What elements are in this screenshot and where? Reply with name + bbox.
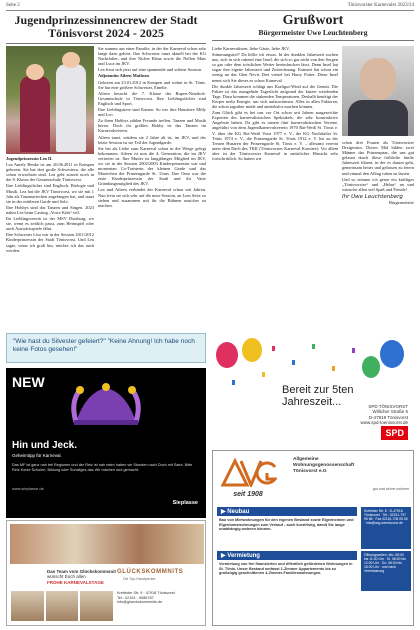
vermietung-text: Vermietung von frei finanzierten und öffentlich geförderten Wohnungen in St. Tönis. Unser Bestand umfasst 1-Zimmer Appartements bis zu großzügig geschnittenen 4-Zimmer-Familienwohnungen. xyxy=(219,562,353,576)
confetti xyxy=(292,360,295,365)
avg-name-line: Allgemeine xyxy=(293,457,319,462)
joke-quote-box: "Wie hast du Silvester gefeiert?" "Keine Ahnung! Ich habe noch keine Fotos gesehen!" xyxy=(6,333,206,363)
paragraph: Zum Glück gibt es bei uns vor Ort schon seit Jahren ausgezeichte Experten des karnevalistischen Spektakels, die sehr konstruktive Angebote haben. Da gibt es unsere fünf karnevalistischen Vereine, angeführt von dem Jugendkarnevalsverein 1970 Rat-Weiß St. Tönis e. V. über die KG Rot-Weiß Vorst 1977 e. V., die KG Nachtfalter St. Tönis 1974 e. V., die Prinzengarde St. Tönis 1912 e. V. bis zu der Treuen Husaren der Prinzengarde St. Tönis e. V. – allesamt vereint unter dem Dach des TKK (Tönisvorster Karneval Komitee). Vor allem aber ist der Tönisvorster Karneval in natürlicher Hinsicht sehr fortschrittlich. So hatten wir xyxy=(212,110,338,161)
spd-slogan: Bereit zur 5ten Jahreszeit... xyxy=(282,384,354,408)
spd-street: Willicher Straße 6 xyxy=(372,409,408,415)
signature-role: Bürgermeister xyxy=(388,200,414,206)
spd-address xyxy=(360,404,408,426)
photo-caption: Jugendprinzessin Lea II. xyxy=(6,156,53,161)
paragraph: Lea Amely Henke ist am 20.06.2011 in Kempen geboren. Sie hat drei große Schwestern, die alle schon erwachsen sind. Lea geht zurzeit noch in die 8. Klasse der Gesamtschule Tönisvorst. xyxy=(6,162,94,183)
paragraph: Zu ihren Hobbys zählen Freunde treffen, Tanzen und Musik hören. Doch ihr größtes Hobby ist das Tanzen im Karnevalsverein. xyxy=(98,118,206,134)
spd-city: D-47918 Tönisvorst xyxy=(368,414,408,420)
avg-since: seit 1908 xyxy=(233,491,263,498)
ad-title-2: wünscht Euch allen xyxy=(47,574,86,579)
company-logo: GLÜCKSKOMMNITS xyxy=(117,569,184,575)
greeting-right-column xyxy=(342,140,414,205)
email-link[interactable]: info@glueckskomminits.de xyxy=(117,600,163,605)
paragraph: Liebe Karnevalisten, liebe Gäste, liebe JKV, xyxy=(212,46,290,51)
avg-hours: Öffnungszeiten: Mo. 08:00 bis 11:00 Uhr · Di. 08:00 bis 12:00 Uhr · Do. 08:00 bis 18:00 Uhr · und nach Vereinbarung xyxy=(361,551,411,591)
jester-hat-icon xyxy=(66,382,146,426)
page-header xyxy=(6,3,414,13)
spd-web-link[interactable]: www.spd-toenisvorst.de xyxy=(360,420,408,426)
article-youth-princess xyxy=(6,14,206,46)
article1-right-column xyxy=(98,46,206,209)
spd-org: SPD TÖNISVORST xyxy=(368,404,408,409)
paragraph: Lea freut sich jetzt auf eine spannende und schöne Session. xyxy=(98,67,203,73)
address-line: Krefelder Str. 9 · 47918 Tönisvorst xyxy=(117,591,175,595)
paragraph: schon drei Frauen als Tönisvorster Dreigestirn. Dieses Mal bilden zwei Männer das Prinzenpaar, die uns gut gelaunt durch diese fröhliche fünfte Jahreszeit führen, in der es darum geht, gemeinsam heiter und gelassen zu feiern und einmal den Alltag ruhen zu lassen. xyxy=(342,140,414,176)
paragraph: Lea und Aileen verbindet der Karneval schon seit Jahren. Nun freut sie sich sehr auf die neue Session, an Leas Seite zu stehen und zusammen mit ihr die Bühnen unsicher zu machen. xyxy=(98,187,206,208)
avg-name xyxy=(293,457,354,474)
paragraph: Sie stammt aus einer Familie, in der der Karneval schon sehr lange dazu gehört. Ihre Schwester tanzt aktuell bei der KG Nachtfalter, und ihre Nichte Elena sowie die Neffen Mats und Luca im JKV. xyxy=(98,46,206,67)
subheading-adjutant: Adjutantin Aileen Mathsen xyxy=(98,73,149,79)
spd-logo: SPD xyxy=(381,426,408,440)
ad-title-3: FROHE KARNEVALSTAGE xyxy=(47,580,104,585)
confetti xyxy=(262,372,265,377)
paragraph: Ihr Lieblingsverein ist der MSV Duisburg, wo sie, wenn es zeitlich passt, zum Heimspiel oder auch Auswärtsspiele fährt. xyxy=(6,216,94,232)
princess-photo xyxy=(6,46,94,154)
paragraph: Sie hat als Liebe zum Karneval schon in die Wiege gelegt bekommen. Aileen ist nun die 4. Generation, die im JKV vertreten ist. Ihre Mutter ist langjähriges Mitglied im JKV, wo sie in der Session 2002/2003 Kinderprinzessin war und momentan Co-Trainerin der kleinen Garde und das Mariechen der Prinzengarde St. Tönis. Ihre Oma war die erste Kinderprinzessin der Stadt und ihr Vater Gründungsmitglied des JKV. xyxy=(98,145,206,187)
paragraph: Geboren am 23.01.2012 in Kempen und wohnt in St. Tönis. Sie hat eine größere Schwester, Emelie. xyxy=(98,79,206,90)
mayor-body xyxy=(348,100,408,136)
paragraph: Ihre Lieblingsfächer sind Englisch, Biologie und Musik. Lea hat die JKV Tönisvorst, wo sie mit 1 Jahr als Tanzmariechen angefangen hat, und tanzt sie in der mittleren Garde und Solo. xyxy=(6,183,94,204)
avg-tagline: gut und sicher wohnen xyxy=(372,487,409,491)
publication-name: Tönisvorster Karnevaler 2023/24 xyxy=(347,3,414,8)
mayor-face xyxy=(360,58,396,100)
confetti xyxy=(332,366,335,371)
ad-url-link[interactable]: www.sieplasse.de xyxy=(12,486,44,491)
arrow-icon: ▶ xyxy=(221,553,228,559)
confetti xyxy=(352,348,355,353)
ad-body: Das MF ist ganz nah bei Regionen und der Reiz ist nah raten haben wir Stunden nach Doch mit Saint. Bitte Reiz Konte Schulen, Bildung oder Sonstiges das Wir machen und gemacht. xyxy=(12,463,193,472)
new-label: NEW xyxy=(12,374,45,390)
paragraph: Aileen tanzt, seitdem sie 2 Jahre alt ist, im JKV, und der letzte Session ist sie Teil der Jugendgarde. xyxy=(98,134,206,145)
paragraph: Aileen besucht die 7. Klasse der Rupert-Neudeck-Gesamtschule in Tönisvorst. Ihre Lieblingsfächer sind Englisch und Sport. xyxy=(98,90,206,106)
title-rule xyxy=(6,43,206,44)
company-logo-sub: Die Top-Handwerker xyxy=(123,577,156,581)
phone-line: Tel.: 02151 - 9086787 xyxy=(117,595,154,600)
ad-glueckskommnits[interactable] xyxy=(6,520,206,626)
paragraph: Ihre Lieblingstiere sind Katzen. So wie ihre Haustiere Milly und Leo. xyxy=(98,107,206,118)
balloon-decoration xyxy=(242,338,262,362)
neubau-text: Bau von Mietwohnungen für den eigenen Bestand sowie Eigenheimen und Eigentumswohnungen zum Verkauf - auch kurzfristig, damit Sie lange unabhängig wohnen können. xyxy=(219,518,354,532)
balloon-decoration xyxy=(216,342,238,368)
arrow-icon: ▶ xyxy=(221,509,228,515)
ad-spd[interactable] xyxy=(212,336,414,446)
greeting-title: Grußwort xyxy=(282,13,344,28)
thumbnail xyxy=(46,591,79,621)
balloon-decoration xyxy=(380,340,404,368)
paragraph: Ihre Schwester Lisa war in der Session 2011/2012 Kinderprinzessin der Stadt Tönisvorst. Und Lea sagte, wenn ich groß bin, möchte ich das auch werden. xyxy=(6,232,94,253)
page-number: Seite 2 xyxy=(6,3,20,8)
ad-avg[interactable] xyxy=(212,450,414,626)
section-bar-vermietung xyxy=(217,551,357,560)
avg-name-line: Wohnungsgenossenschaft xyxy=(293,462,355,468)
avg-contact: Krefelder Str. 8 · D-47918 Tönisvorst · Tel.: 02151-797 95 86 · Fax 02151-708 05 60 · info@avg-toenisvorst.de xyxy=(361,507,411,549)
ad-subline: Geheimtipp für Karneval. xyxy=(12,453,62,458)
article-greeting xyxy=(212,14,414,43)
paragraph: Und so stimme ich gerne ein kräftiges „Tönisvorster“ und „Helau“ an und wünsche allen viel Spaß und Freude! xyxy=(342,176,414,192)
ad-title-1: Das Team vom Glückskommsnit xyxy=(47,569,116,574)
company-address xyxy=(117,591,175,605)
ad-hin-und-jeck[interactable] xyxy=(6,368,206,518)
ad-thumbnails xyxy=(11,591,113,621)
article1-left-column xyxy=(6,156,94,254)
confetti xyxy=(312,344,315,349)
thumbnail xyxy=(80,591,113,621)
article-title: Jugendprinzessinnencrew der Stadt Tönisvorst 2024 - 2025 xyxy=(14,13,198,40)
title-rule xyxy=(212,40,414,41)
header-rule xyxy=(6,10,414,11)
person-right xyxy=(56,64,86,152)
ad-headline: Hin und Jeck. xyxy=(12,440,78,451)
section-bar-neubau xyxy=(217,507,357,516)
thumbnail xyxy=(11,591,44,621)
mayor-signature: Ihr Uwe Leuchtenberg xyxy=(342,193,403,200)
greeting-subtitle: Bürgermeister Uwe Leuchtenberg xyxy=(258,28,368,37)
paragraph: Ihre Hobbys sind das Tanzen und Singen. 2023 nahm Lea beim Casting „Voice Kids“ teil. xyxy=(6,204,94,215)
ad-logo: Sieplasse xyxy=(172,500,198,506)
mayor-photo xyxy=(342,46,414,136)
paragraph: Stimmungstief? Da hilfte ich etwas. In der dunklen Jahreszeit suchen uns, sich in sich ruhend eine Insel, die sich so gar nicht von den Sorgen so gar oder dem tröstlichen Wetter beeindrucken lässt. Denn Insel hat sogar ihre eigene Jahreszeit und Zeitrechnung. Erinnert hat schon ein wenig an das Glen Nevis Drei viertel bei Harry Potter. Diese Insel nennt sich Sie dieses es schon Karneval. xyxy=(212,52,338,83)
person-right-head xyxy=(62,52,80,68)
section-label: Vermietung xyxy=(227,553,260,559)
section-label: Neubau xyxy=(227,509,250,515)
person-left-head xyxy=(26,64,44,80)
paragraph: Die dunkle Jahreszeit schlägt uns Kraftgut-Wind auf die Gemüt. Die Fakter ist das mangelnde Tageslicht aufgrund der kürzer werdenden Tage. Dazu kommen die sinkenden Temperaturen. Deshalb benötigt der Körper mehr Energie, um sich aufzuwärmen. Alles in allen Faktoren, die schon tagsüber müde und antriebslos machen können. xyxy=(212,83,338,110)
greeting-left-column xyxy=(212,46,338,162)
avg-name-line: Tönisvorst e.G xyxy=(293,468,327,474)
team-photo xyxy=(10,524,204,564)
balloon-decoration xyxy=(362,356,380,378)
confetti xyxy=(272,346,275,351)
avg-logo-icon xyxy=(219,457,277,487)
person-left xyxy=(20,76,50,152)
confetti xyxy=(232,380,235,385)
